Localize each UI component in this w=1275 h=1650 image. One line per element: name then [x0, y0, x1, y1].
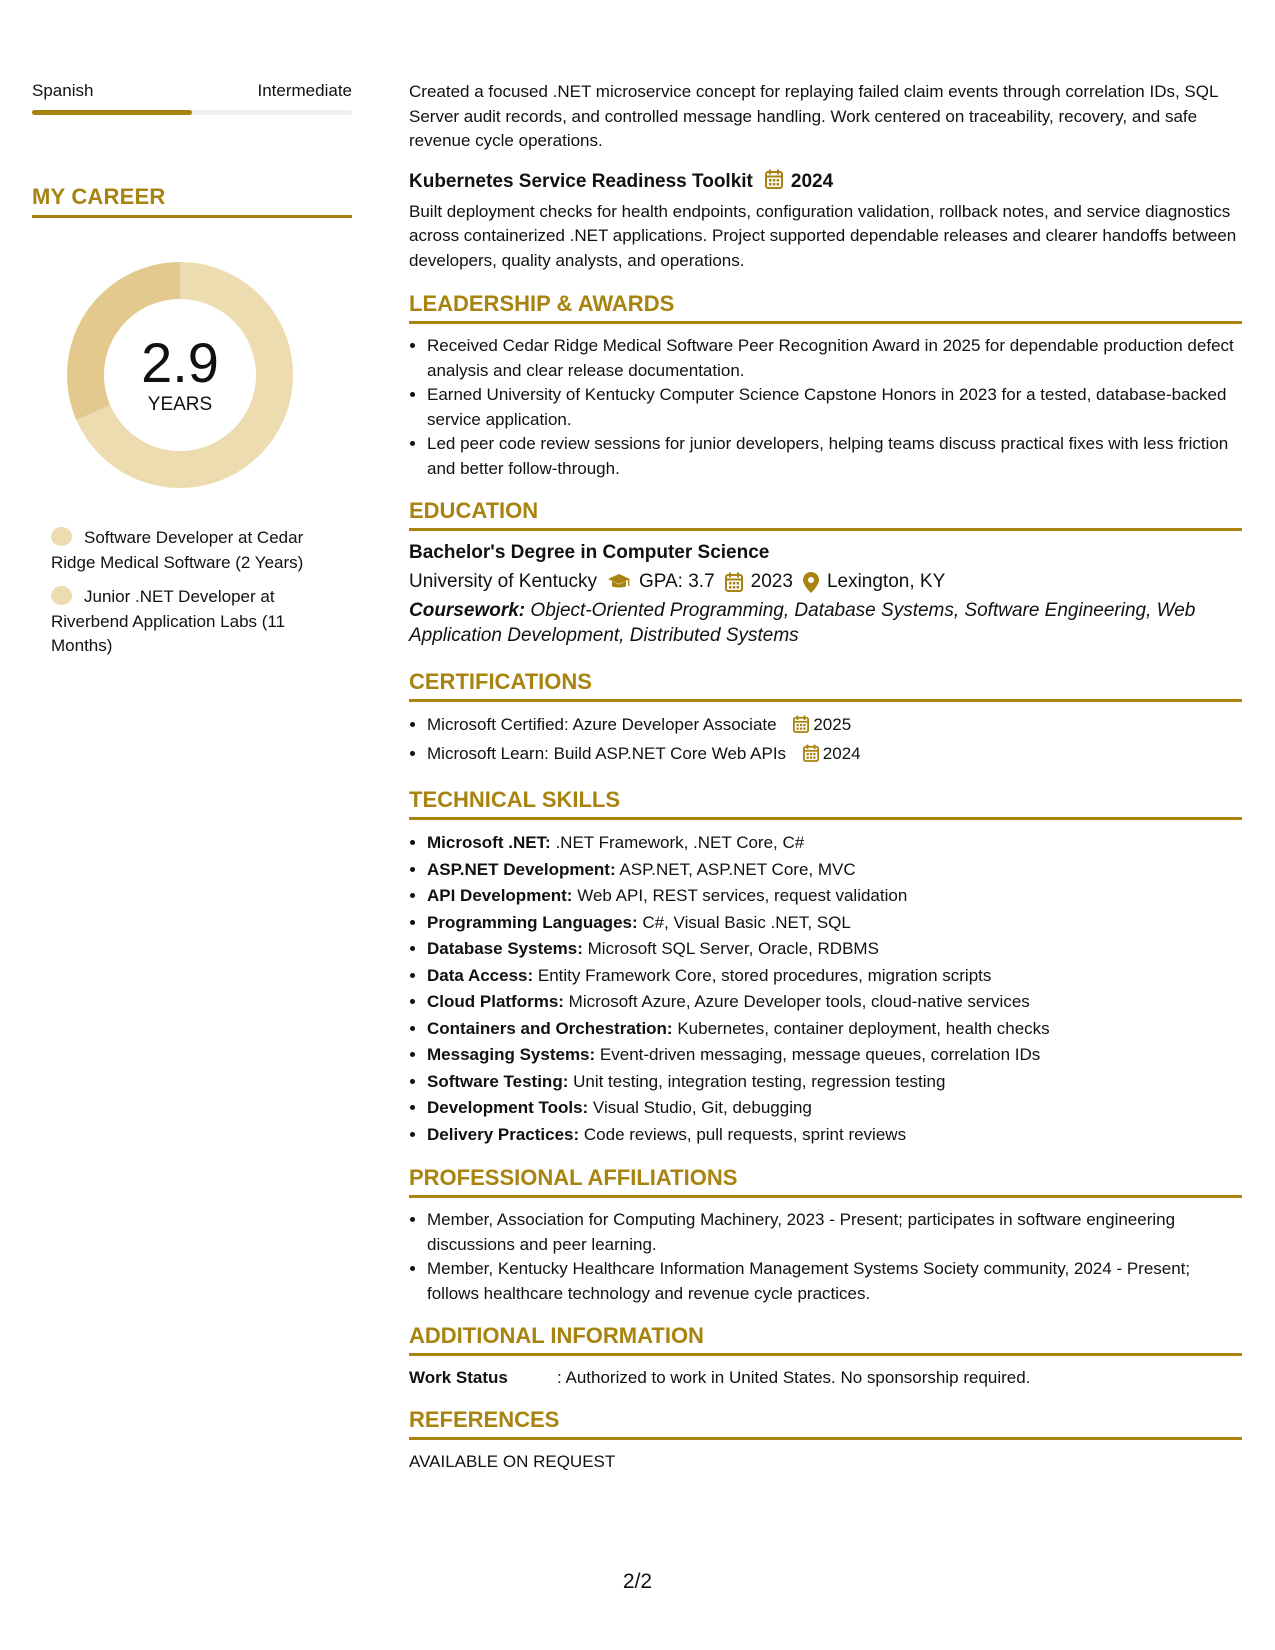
work-status-value: : Authorized to work in United States. No sponsorship required.	[557, 1368, 1031, 1387]
skill-label: Messaging Systems:	[427, 1045, 596, 1064]
skill-item	[427, 910, 1242, 937]
education-year: 2023	[750, 571, 793, 592]
section-rule	[409, 1437, 1242, 1440]
career-item	[51, 526, 341, 575]
skill-item	[427, 1042, 1242, 1069]
skill-value: Code reviews, pull requests, sprint reviews	[579, 1124, 907, 1144]
skill-label: Cloud Platforms:	[427, 992, 564, 1011]
skill-label: Microsoft .NET:	[427, 833, 551, 852]
skill-label: API Development:	[427, 886, 573, 905]
project-description: Built deployment checks for health endpoints, configuration validation, rollback notes, and service diagnostics across containerized .NET applications. Project supported dependable releases and clearer handoffs between developers, quality analysts, and operations.	[409, 201, 1237, 270]
skill-value: Microsoft Azure, Azure Developer tools, cloud-native services	[563, 992, 1030, 1011]
skill-item	[427, 830, 1242, 857]
skill-value: C#, Visual Basic .NET, SQL	[637, 912, 851, 932]
project-year: 2024	[790, 171, 834, 192]
skill-item	[427, 1122, 1242, 1149]
skill-value: .NET Framework, .NET Core, C#	[550, 833, 805, 852]
section-rule	[409, 817, 1242, 820]
career-list	[32, 526, 352, 659]
career-heading: MY CAREER	[32, 184, 166, 209]
leadership-list	[409, 334, 1242, 481]
career-item	[51, 585, 341, 659]
career-legend-dot	[51, 586, 72, 605]
references-text: AVAILABLE ON REQUEST	[409, 1452, 616, 1471]
coursework-label: Coursework:	[409, 600, 526, 621]
career-item-text: Junior .NET Developer at Riverbend Application Labs (11 Months)	[51, 587, 286, 655]
skill-item	[427, 883, 1242, 910]
skill-label: Programming Languages:	[427, 912, 638, 932]
education-details	[409, 569, 1242, 595]
skills-list	[409, 830, 1242, 1148]
language-row	[32, 80, 352, 102]
work-status-row	[409, 1366, 1242, 1390]
section-rule	[409, 699, 1242, 702]
calendar-icon	[803, 744, 819, 770]
skill-label: Software Testing:	[427, 1071, 569, 1091]
section-rule	[409, 1195, 1242, 1198]
list-item: • Member, Association for Computing Machinery, 2023 - Present; participates in software engineering discussions and peer learning.	[427, 1208, 1242, 1257]
skill-item	[427, 1016, 1242, 1043]
list-item: • Earned University of Kentucky Computer Science Capstone Honors in 2023 for a tested, database-backed service application.	[427, 383, 1242, 432]
skill-value: Unit testing, integration testing, regression testing	[568, 1071, 946, 1091]
skill-label: Data Access:	[427, 965, 534, 985]
skill-value: Kubernetes, container deployment, health checks	[672, 1018, 1050, 1038]
page-number: 2/2	[622, 1570, 653, 1593]
skill-item	[427, 963, 1242, 990]
skill-value: ASP.NET, ASP.NET Core, MVC	[615, 859, 856, 879]
skill-item	[427, 1095, 1242, 1122]
project-title: Kubernetes Service Readiness Toolkit	[409, 171, 753, 192]
coursework-list: Object-Oriented Programming, Database Systems, Software Engineering, Web Application Development, Distributed Systems	[409, 600, 1196, 646]
graduation-cap-icon	[607, 573, 631, 591]
references-heading: REFERENCES	[409, 1407, 560, 1432]
skill-item	[427, 936, 1242, 963]
career-item-text: Software Developer at Cedar Ridge Medical Software (2 Years)	[51, 528, 304, 572]
calendar-icon	[725, 572, 743, 592]
education-coursework	[409, 599, 1242, 648]
language-proficiency-bar	[32, 110, 352, 115]
skill-value: Visual Studio, Git, debugging	[588, 1098, 812, 1117]
career-donut-chart	[67, 262, 293, 488]
certification-item	[427, 741, 1242, 770]
project-title-row	[409, 169, 1242, 196]
skill-item	[427, 857, 1242, 884]
calendar-icon	[765, 169, 783, 196]
education-degree: Bachelor's Degree in Computer Science	[409, 542, 770, 563]
career-legend-dot	[51, 527, 72, 546]
work-status-label: Work Status	[409, 1368, 508, 1387]
certifications-heading: CERTIFICATIONS	[409, 669, 592, 694]
certification-name: Microsoft Learn: Build ASP.NET Core Web APIs	[427, 744, 787, 763]
skill-label: ASP.NET Development:	[427, 859, 616, 879]
skill-item	[427, 989, 1242, 1016]
career-total-value: 2.9	[141, 331, 219, 394]
skill-label: Containers and Orchestration:	[427, 1018, 673, 1038]
skill-label: Development Tools:	[427, 1098, 589, 1117]
right-column	[409, 80, 1242, 1475]
education-school: University of Kentucky	[409, 571, 597, 592]
certification-name: Microsoft Certified: Azure Developer Associate	[427, 715, 777, 734]
skill-item	[427, 1069, 1242, 1096]
skill-value: Event-driven messaging, message queues, correlation IDs	[595, 1045, 1041, 1064]
section-rule	[409, 1353, 1242, 1356]
skill-value: Web API, REST services, request validation	[572, 886, 908, 905]
language-proficiency-fill	[32, 110, 192, 115]
education-heading: EDUCATION	[409, 498, 539, 523]
career-total-unit: YEARS	[147, 394, 213, 415]
additional-heading: ADDITIONAL INFORMATION	[409, 1323, 704, 1348]
list-item: • Received Cedar Ridge Medical Software Peer Recognition Award in 2025 for dependable production defect analysis and clear release documentation.	[427, 334, 1242, 383]
list-item: • Led peer code review sessions for junior developers, helping teams discuss practical fixes with less friction and better follow-through.	[427, 432, 1242, 481]
education-gpa: GPA: 3.7	[638, 571, 715, 592]
leadership-heading: LEADERSHIP & AWARDS	[409, 291, 675, 316]
career-donut-center	[67, 262, 293, 488]
certification-year: 2025	[813, 715, 852, 734]
affiliations-list	[409, 1208, 1242, 1306]
skills-heading: TECHNICAL SKILLS	[409, 787, 621, 812]
certification-item	[427, 712, 1242, 741]
skill-value: Entity Framework Core, stored procedures, migration scripts	[533, 965, 992, 985]
certifications-list	[409, 712, 1242, 770]
affiliations-heading: PROFESSIONAL AFFILIATIONS	[409, 1165, 738, 1190]
location-pin-icon	[803, 572, 819, 593]
skill-label: Delivery Practices:	[427, 1124, 580, 1144]
career-heading-rule	[32, 215, 352, 218]
education-location: Lexington, KY	[826, 571, 946, 592]
skill-label: Database Systems:	[427, 939, 583, 958]
skill-value: Microsoft SQL Server, Oracle, RDBMS	[582, 939, 879, 958]
list-item: • Member, Kentucky Healthcare Information Management Systems Society community, 2024 - Present; follows healthcare technology and revenue cycle practices.	[427, 1257, 1242, 1306]
certification-year: 2024	[822, 744, 861, 763]
language-level: Intermediate	[257, 81, 352, 100]
calendar-icon	[793, 715, 809, 741]
project-description: Created a focused .NET microservice concept for replaying failed claim events through correlation IDs, SQL Server audit records, and controlled message handling. Work centered on traceability, recovery, and safe revenue cycle operations.	[409, 82, 1218, 150]
left-column	[32, 80, 352, 669]
section-rule	[409, 321, 1242, 324]
section-rule	[409, 528, 1242, 531]
language-name: Spanish	[32, 81, 94, 100]
